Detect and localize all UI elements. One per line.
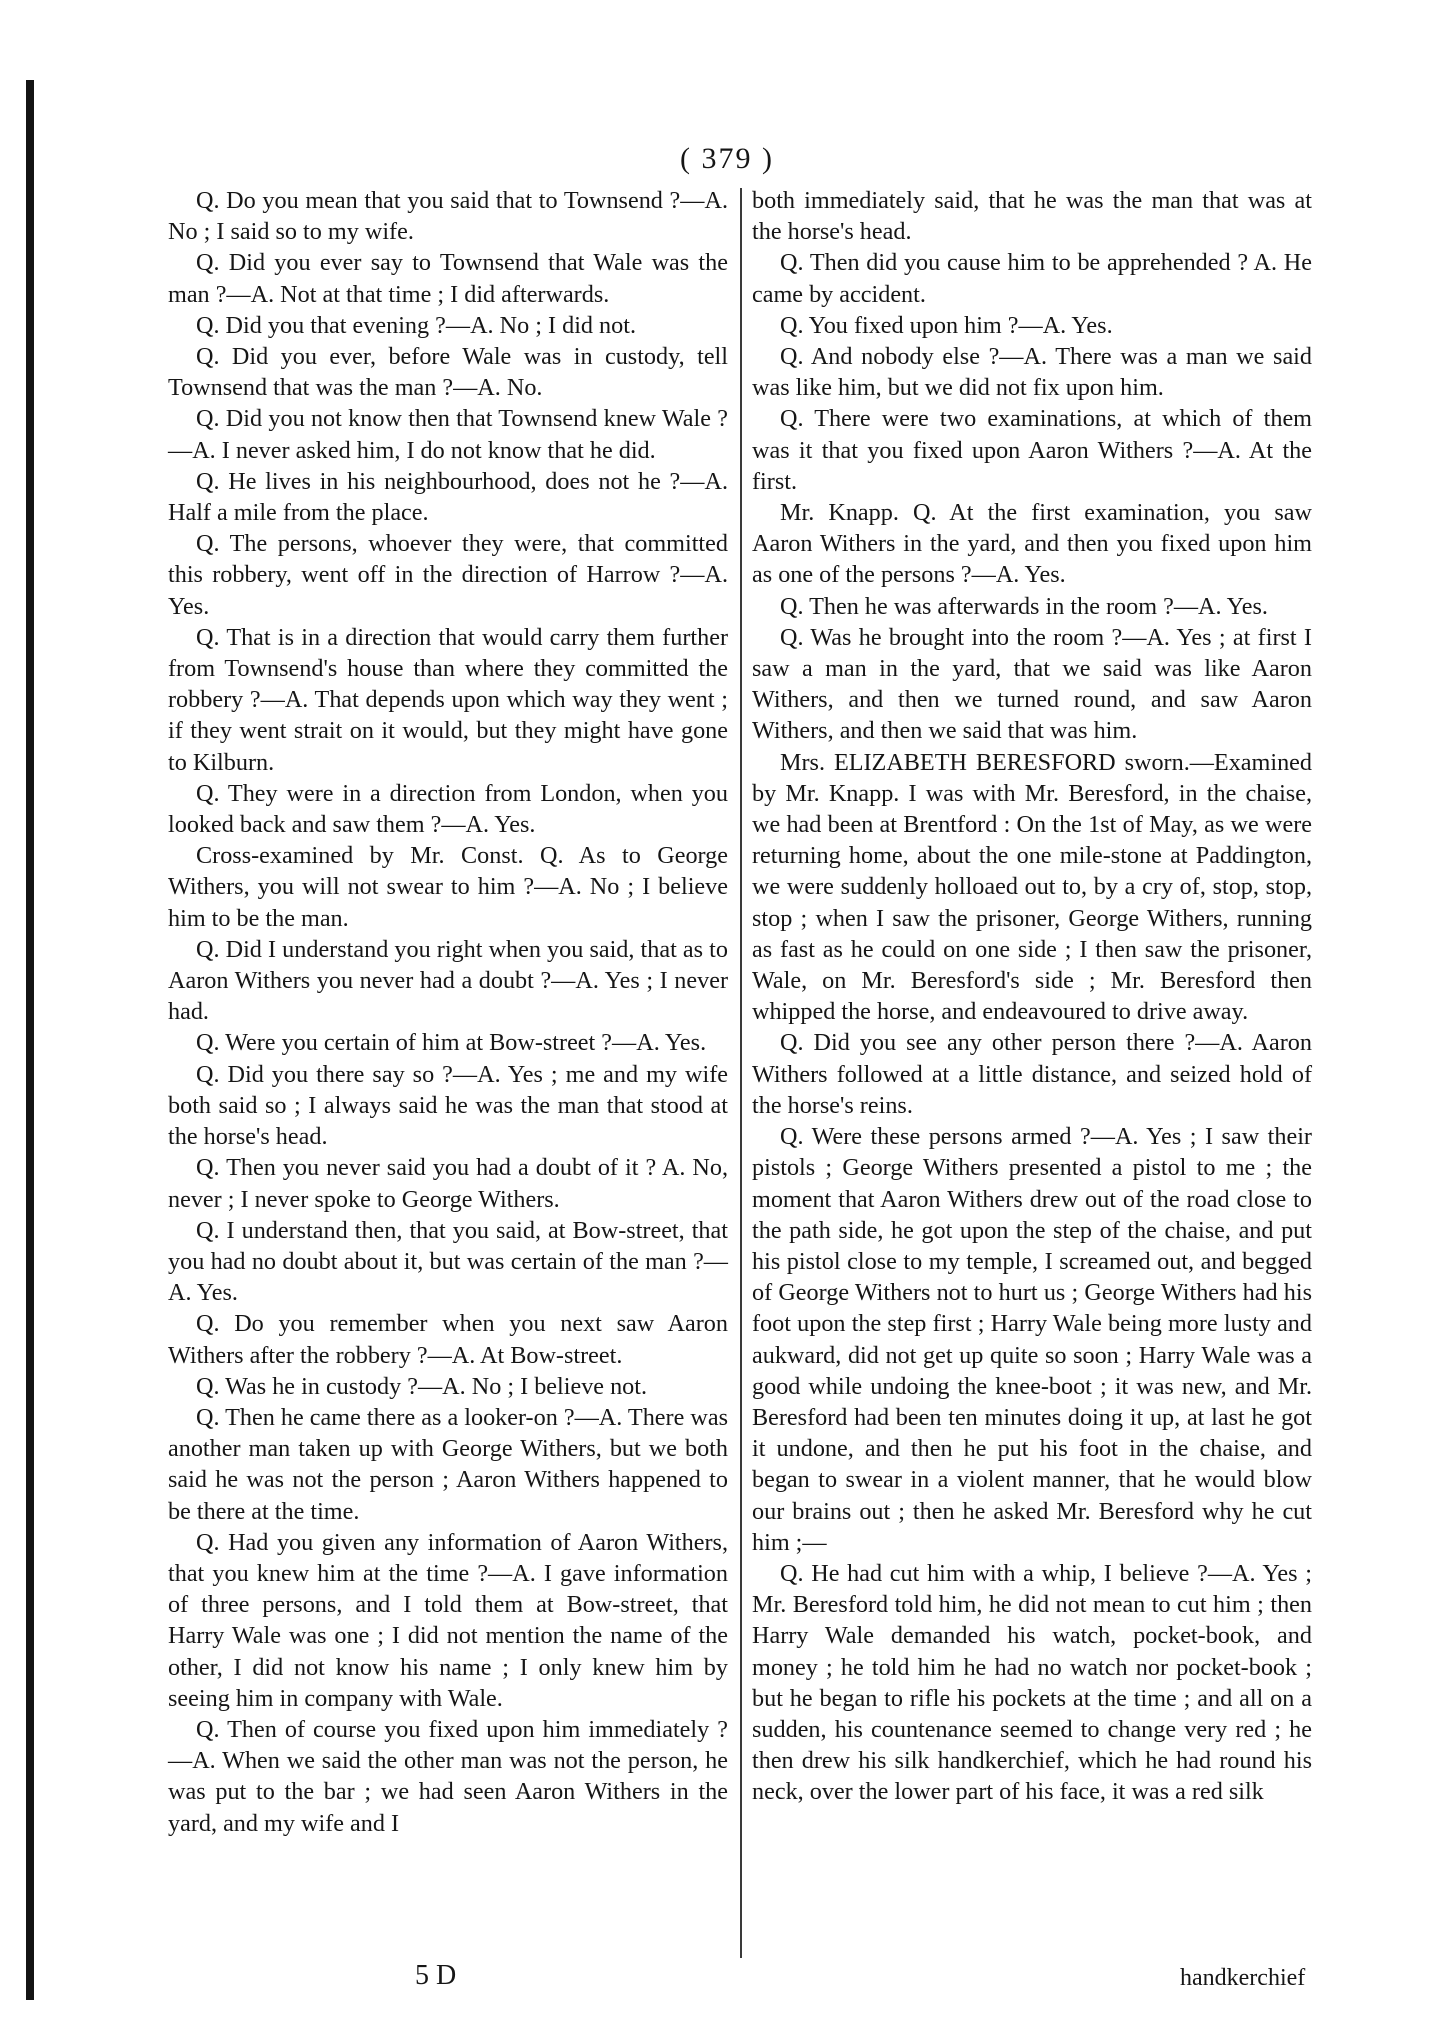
left-column xyxy=(168,185,728,1839)
paragraph: Q. Did you that evening ?—A. No ; I did not. xyxy=(196,311,637,339)
paragraph: Q. Did you see any other person there ?—A. Aaron Withers followed at a little distance, and seized hold of the horse's reins. xyxy=(752,1029,1312,1119)
paragraph: Q. Was he in custody ?—A. No ; I believe not. xyxy=(196,1372,648,1400)
paragraph: Q. You fixed upon him ?—A. Yes. xyxy=(780,311,1113,339)
paragraph: Q. Was he brought into the room ?—A. Yes ; at first I saw a man in the yard, that we said was like Aaron Withers, and then we turned round, and saw Aaron Withers, and then we said that was him. xyxy=(752,623,1312,745)
column-divider xyxy=(740,188,742,1958)
paragraph: Q. Then did you cause him to be apprehended ? A. He came by accident. xyxy=(752,249,1312,308)
paragraph: Q. The persons, whoever they were, that committed this robbery, went off in the direction of Harrow ?—A. Yes. xyxy=(168,530,728,620)
paragraph: Q. Were you certain of him at Bow-street ?—A. Yes. xyxy=(196,1029,707,1057)
paragraph: Mrs. ELIZABETH BERESFORD sworn.—Examined by Mr. Knapp. I was with Mr. Beresford, in the chaise, we had been at Brentford : On the 1st of May, as we were returning home, about the one mile-stone at Paddington, we were suddenly holloaed out to, by a cry of, stop, stop, stop ; when I saw the prisoner, George Withers, running as fast as he could on one side ; I then saw the prisoner, Wale, on Mr. Beresford's side ; Mr. Beresford then whipped the horse, and endeavoured to drive away. xyxy=(752,748,1312,1026)
paragraph: Mr. Knapp. Q. At the first examination, you saw Aaron Withers in the yard, and then you fixed upon him as one of the persons ?—A. Yes. xyxy=(752,499,1312,589)
page-number: ( 379 ) xyxy=(680,142,774,175)
paragraph: Q. Do you mean that you said that to Townsend ?—A. No ; I said so to my wife. xyxy=(168,187,728,246)
paragraph: Cross-examined by Mr. Const. Q. As to George Withers, you will not swear to him ?—A. No ; I believe him to be the man. xyxy=(168,842,728,932)
paragraph: Q. Did I understand you right when you said, that as to Aaron Withers you never had a doubt ?—A. Yes ; I never had. xyxy=(168,935,728,1026)
paragraph: Q. He lives in his neighbourhood, does not he ?—A. Half a mile from the place. xyxy=(168,467,728,527)
paragraph: both immediately said, that he was the man that was at the horse's head. xyxy=(752,187,1312,246)
paragraph: Q. Did you ever say to Townsend that Wale was the man ?—A. Not at that time ; I did afterwards. xyxy=(168,249,728,308)
paragraph: Q. Did you not know then that Townsend knew Wale ?—A. I never asked him, I do not know that he did. xyxy=(168,405,728,464)
paragraph: Q. Do you remember when you next saw Aaron Withers after the robbery ?—A. At Bow-street. xyxy=(168,1310,728,1369)
paragraph: Q. Were these persons armed ?—A. Yes ; I saw their pistols ; George Withers presented a pistol to me ; the moment that Aaron Withers drew out of the road close to the path side, he got upon the step of the chaise, and put his pistol close to my temple, I screamed out, and begged of George Withers not to hurt us ; George Withers had his foot upon the step first ; Harry Wale being more lusty and aukward, did not get up quite so soon ; Harry Wale was a good while undoing the knee-boot ; it was new, and Mr. Beresford had been ten minutes doing it up, at last he got it undone, and then he put his foot in the chaise, and began to swear in a violent manner, that he would blow our brains out ; then he asked Mr. Beresford why he cut him ;— xyxy=(752,1123,1312,1556)
paragraph: Q. Had you given any information of Aaron Withers, that you knew him at the time ?—A. I gave information of three persons, and I told them at Bow-street, that Harry Wale was one ; I did not mention the name of the other, I did not know his name ; I only knew him by seeing him in company with Wale. xyxy=(168,1528,728,1712)
binding-edge xyxy=(26,80,34,2000)
right-column xyxy=(752,185,1312,1808)
paragraph: Q. Did you ever, before Wale was in custody, tell Townsend that was the man ?—A. No. xyxy=(168,343,728,402)
paragraph: Q. Then you never said you had a doubt of it ? A. No, never ; I never spoke to George Withers. xyxy=(168,1154,728,1213)
signature-mark: 5 D xyxy=(415,1960,457,1991)
paragraph: Q. Then of course you fixed upon him immediately ?—A. When we said the other man was not the person, he was put to the bar ; we had seen Aaron Withers in the yard, and my wife and I xyxy=(168,1715,728,1837)
paragraph: Q. There were two examinations, at which of them was it that you fixed upon Aaron Withers ?—A. At the first. xyxy=(752,405,1312,495)
paragraph: Q. That is in a direction that would carry them further from Townsend's house than where they committed the robbery ?—A. That depends upon which way they went ; if they went strait on it would, but they might have gone to Kilburn. xyxy=(168,623,728,776)
paragraph: Q. They were in a direction from London, when you looked back and saw them ?—A. Yes. xyxy=(168,779,728,839)
paragraph: Q. Then he was afterwards in the room ?—A. Yes. xyxy=(780,592,1268,620)
catchword: handkerchief xyxy=(1180,1965,1306,1991)
paragraph: Q. He had cut him with a whip, I believe ?—A. Yes ; Mr. Beresford told him, he did not mean to cut him ; then Harry Wale demanded his watch, pocket-book, and money ; he told him he had no watch nor pocket-book ; but he began to rifle his pockets at the time ; and all on a sudden, his countenance seemed to change very red ; he then drew his silk handkerchief, which he had round his neck, over the lower part of his face, it was a red silk xyxy=(752,1559,1312,1806)
paragraph: Q. And nobody else ?—A. There was a man we said was like him, but we did not fix upon him. xyxy=(752,343,1312,402)
paragraph: Q. I understand then, that you said, at Bow-street, that you had no doubt about it, but was certain of the man ?—A. Yes. xyxy=(168,1216,728,1307)
paragraph: Q. Did you there say so ?—A. Yes ; me and my wife both said so ; I always said he was the man that stood at the horse's head. xyxy=(168,1060,728,1151)
paragraph: Q. Then he came there as a looker-on ?—A. There was another man taken up with George Withers, but we both said he was not the person ; Aaron Withers happened to be there at the time. xyxy=(168,1403,728,1525)
